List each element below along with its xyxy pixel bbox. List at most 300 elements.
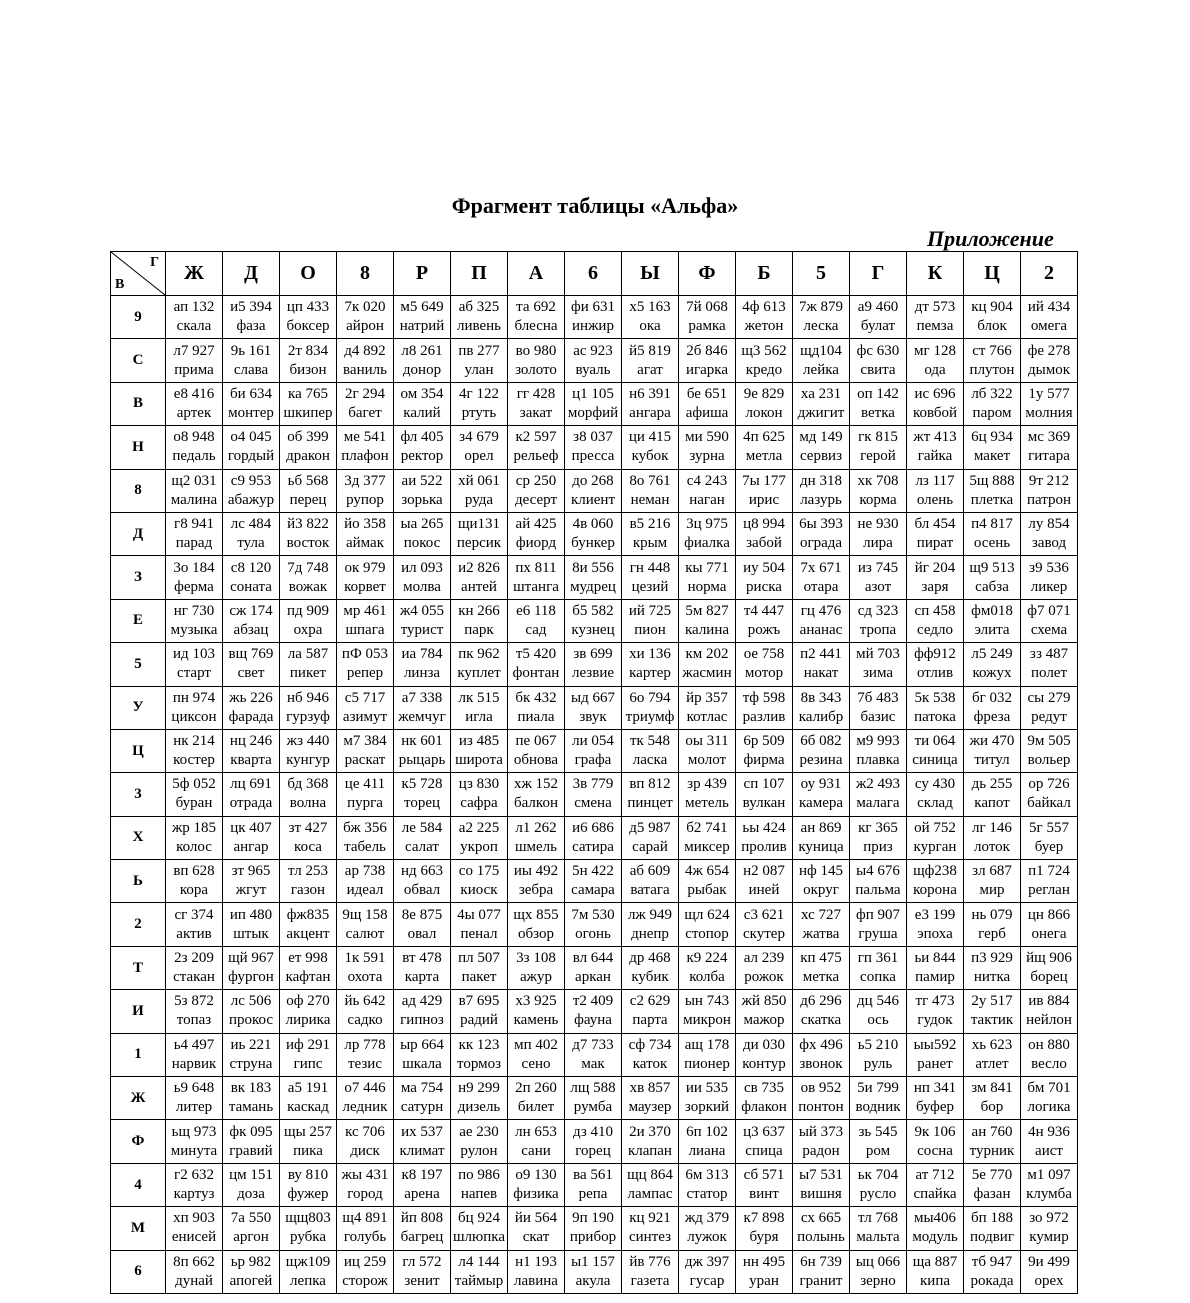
- row-header: Т: [111, 946, 166, 989]
- cell-code: 7к 020: [344, 299, 386, 316]
- cell-word: ирис: [748, 491, 780, 508]
- cell-code: мс 369: [1027, 429, 1071, 446]
- cell-code: 4ж 654: [684, 863, 730, 880]
- table-cell: [280, 816, 337, 859]
- cell-word: заря: [921, 578, 949, 595]
- cell-code: п4 817: [971, 516, 1013, 533]
- table-cell: [907, 1120, 964, 1163]
- cell-code: во 980: [515, 342, 557, 359]
- cell-word: ажур: [519, 969, 553, 986]
- cell-word: идеал: [346, 882, 384, 899]
- cell-code: це 411: [344, 776, 386, 793]
- cell-code: 6п 102: [686, 1123, 728, 1140]
- cell-code: ор 726: [1028, 776, 1070, 793]
- table-cell: [679, 339, 736, 382]
- cell-word: крым: [632, 535, 668, 552]
- cell-word: агат: [637, 361, 663, 378]
- cell-code: ыы592: [913, 1036, 957, 1053]
- cell-code: фе 278: [1027, 342, 1071, 359]
- cell-word: плафон: [341, 448, 389, 465]
- cell-word: радий: [460, 1012, 498, 1029]
- table-cell: [1021, 643, 1078, 686]
- cell-word: самара: [571, 882, 615, 899]
- cell-code: щи131: [457, 516, 501, 533]
- cell-code: ый 373: [798, 1123, 844, 1140]
- cell-code: бл 454: [914, 516, 956, 533]
- cell-code: др 468: [629, 950, 671, 967]
- cell-word: клиент: [570, 491, 616, 508]
- cell-word: зорька: [401, 491, 443, 508]
- cell-word: мак: [581, 1055, 605, 1072]
- cell-code: кк 123: [458, 1036, 500, 1053]
- cell-word: турник: [969, 1142, 1015, 1159]
- cell-code: хй 061: [458, 472, 500, 489]
- table-cell: [451, 903, 508, 946]
- cell-word: газета: [630, 1272, 670, 1289]
- table-cell: [850, 686, 907, 729]
- cell-code: ьщ 973: [171, 1123, 217, 1140]
- table-cell: [736, 990, 793, 1033]
- cell-word: фужер: [287, 1186, 329, 1202]
- cell-word: тезис: [347, 1055, 382, 1072]
- cell-code: з8 037: [573, 429, 613, 446]
- cell-word: перец: [289, 491, 327, 508]
- cell-code: он 880: [1028, 1036, 1070, 1053]
- cell-code: о9 130: [515, 1167, 557, 1183]
- cell-code: мр 461: [343, 602, 387, 619]
- cell-word: иней: [748, 882, 780, 899]
- cell-code: п1 724: [1028, 863, 1070, 880]
- cell-code: 5щ 888: [969, 472, 1015, 489]
- cell-code: мй 703: [856, 646, 900, 663]
- table-cell: [907, 469, 964, 512]
- cell-word: логика: [1027, 1099, 1071, 1116]
- cell-code: ми 590: [685, 429, 729, 446]
- cell-code: 9е 829: [743, 385, 785, 402]
- cell-word: куплет: [457, 665, 501, 682]
- table-cell: [964, 296, 1021, 339]
- cell-code: д4 892: [344, 342, 386, 359]
- table-cell: [793, 1207, 850, 1250]
- cell-code: оы 311: [685, 733, 729, 750]
- table-cell: [1021, 1250, 1078, 1293]
- table-cell: [394, 643, 451, 686]
- cell-code: кг 365: [858, 819, 898, 836]
- table-cell: [166, 990, 223, 1033]
- table-cell: [964, 729, 1021, 772]
- table-cell: [679, 643, 736, 686]
- cell-code: ий 725: [628, 602, 672, 619]
- table-cell: [337, 1077, 394, 1120]
- cell-code: щж109: [285, 1253, 331, 1270]
- table-cell: [736, 512, 793, 555]
- cell-word: клапан: [628, 1142, 672, 1159]
- column-header: Ы: [622, 252, 679, 296]
- table-cell: [907, 1163, 964, 1206]
- table-cell: [964, 860, 1021, 903]
- cell-code: е6 118: [516, 602, 556, 619]
- cell-word: тамань: [228, 1099, 274, 1116]
- table-cell: [508, 816, 565, 859]
- table-cell: [736, 426, 793, 469]
- cell-word: ось: [867, 1012, 889, 1029]
- cell-code: т2 409: [572, 993, 614, 1010]
- cell-word: патока: [914, 708, 956, 725]
- cell-word: сарай: [632, 838, 668, 855]
- cell-word: фонтан: [512, 665, 560, 682]
- cell-word: костер: [173, 752, 215, 769]
- cell-word: кипа: [920, 1272, 950, 1289]
- cell-word: афиша: [685, 404, 729, 421]
- table-cell: [622, 1120, 679, 1163]
- cell-code: тл 253: [288, 863, 328, 880]
- cell-code: сф 734: [628, 1036, 672, 1053]
- cell-code: лн 653: [515, 1123, 557, 1140]
- table-cell: [850, 426, 907, 469]
- cell-word: садко: [347, 1012, 383, 1029]
- table-cell: [223, 339, 280, 382]
- row-header: 4: [111, 1163, 166, 1206]
- table-cell: [565, 556, 622, 599]
- cell-word: персик: [456, 535, 502, 552]
- cell-code: щ4 891: [342, 1210, 388, 1227]
- table-cell: [337, 990, 394, 1033]
- table-cell: [793, 1250, 850, 1293]
- table-cell: [622, 599, 679, 642]
- cell-code: ву 810: [287, 1167, 329, 1183]
- table-cell: [622, 1207, 679, 1250]
- cell-word: артек: [176, 404, 212, 421]
- cell-word: ограда: [799, 535, 843, 552]
- cell-word: лиана: [688, 1142, 726, 1159]
- cell-code: б5 582: [572, 602, 614, 619]
- cell-word: гудок: [917, 1012, 953, 1029]
- table-cell: [394, 512, 451, 555]
- cell-word: рыцарь: [398, 752, 446, 769]
- column-header: Р: [394, 252, 451, 296]
- cell-word: уран: [749, 1272, 779, 1289]
- cell-word: скатка: [800, 1012, 842, 1029]
- cell-code: фх 496: [799, 1036, 843, 1053]
- cell-code: фм018: [971, 602, 1013, 619]
- cell-code: хж 152: [513, 776, 559, 793]
- cell-word: лира: [863, 535, 893, 552]
- cell-code: зо 972: [1029, 1210, 1069, 1227]
- cell-word: жемчуг: [398, 708, 446, 725]
- column-header: Б: [736, 252, 793, 296]
- table-cell: [622, 903, 679, 946]
- cell-word: триумф: [625, 708, 675, 725]
- cell-word: лейка: [803, 361, 839, 378]
- cell-word: гранит: [799, 1272, 843, 1289]
- table-cell: [679, 1163, 736, 1206]
- cell-code: 6ы 393: [799, 516, 843, 533]
- table-cell: [280, 1033, 337, 1076]
- cell-code: б2 741: [686, 819, 728, 836]
- cell-word: огонь: [575, 925, 611, 942]
- table-cell: [1021, 686, 1078, 729]
- cell-code: из 485: [458, 733, 500, 750]
- cell-code: пе 067: [515, 733, 557, 750]
- cell-code: ти 064: [914, 733, 956, 750]
- cell-code: з9 536: [1029, 559, 1069, 576]
- cell-word: атлет: [975, 1055, 1009, 1072]
- row-header: С: [111, 339, 166, 382]
- cell-word: пурга: [347, 795, 383, 812]
- table-cell: [736, 469, 793, 512]
- cell-word: лазурь: [800, 491, 842, 508]
- table-cell: [850, 643, 907, 686]
- cell-code: 9щ 158: [342, 906, 388, 923]
- table-cell: [793, 1033, 850, 1076]
- table-cell: [451, 599, 508, 642]
- cell-word: картуз: [173, 1186, 215, 1202]
- table-cell: [679, 1250, 736, 1293]
- table-cell: [622, 816, 679, 859]
- cell-word: багрец: [400, 1229, 444, 1246]
- table-cell: [1021, 990, 1078, 1033]
- cell-code: 6м 313: [685, 1167, 729, 1183]
- table-cell: [166, 643, 223, 686]
- cell-word: плавка: [856, 752, 900, 769]
- cell-code: н6 391: [629, 385, 671, 402]
- table-cell: [280, 1120, 337, 1163]
- cell-code: цн 866: [1027, 906, 1071, 923]
- cell-code: йщ 906: [1026, 950, 1072, 967]
- cell-word: покос: [403, 535, 441, 552]
- column-header: А: [508, 252, 565, 296]
- cell-code: ыц 066: [855, 1253, 901, 1270]
- cell-code: ле 584: [401, 819, 443, 836]
- table-cell: [223, 469, 280, 512]
- cell-word: днепр: [631, 925, 669, 942]
- cell-code: 9п 190: [572, 1210, 614, 1227]
- table-cell: [679, 990, 736, 1033]
- cell-word: малага: [856, 795, 900, 812]
- table-cell: [394, 686, 451, 729]
- table-cell: [280, 729, 337, 772]
- cell-word: партa: [632, 1012, 668, 1029]
- table-cell: [223, 1163, 280, 1206]
- cell-word: киоск: [460, 882, 498, 899]
- table-cell: [622, 556, 679, 599]
- table-cell: [622, 686, 679, 729]
- cell-code: 8в 343: [800, 689, 842, 706]
- table-cell: [508, 296, 565, 339]
- cell-code: пв 277: [458, 342, 500, 359]
- table-cell: [1021, 382, 1078, 425]
- table-cell: [907, 599, 964, 642]
- cell-code: кн 266: [458, 602, 500, 619]
- table-cell: [1021, 512, 1078, 555]
- cell-code: ди 030: [743, 1036, 785, 1053]
- cell-code: а2 225: [458, 819, 500, 836]
- cell-word: город: [347, 1186, 383, 1202]
- cell-code: й5 819: [629, 342, 671, 359]
- table-cell: [907, 339, 964, 382]
- cell-word: антей: [461, 578, 497, 595]
- table-cell: [166, 946, 223, 989]
- cell-word: тропа: [859, 621, 897, 638]
- table-cell: [166, 1250, 223, 1293]
- table-cell: [964, 643, 1021, 686]
- cell-code: ы7 531: [799, 1167, 843, 1183]
- cell-word: разлив: [742, 708, 786, 725]
- cell-code: лк 515: [458, 689, 500, 706]
- table-cell: [280, 1250, 337, 1293]
- cell-code: кы 771: [685, 559, 729, 576]
- table-cell: [850, 860, 907, 903]
- table-cell: [565, 599, 622, 642]
- table-cell: [337, 469, 394, 512]
- cell-code: е3 199: [914, 906, 956, 923]
- table-cell: [793, 382, 850, 425]
- cell-word: риска: [746, 578, 782, 595]
- cell-word: буфер: [915, 1099, 955, 1116]
- cell-word: фиорд: [515, 535, 557, 552]
- table-cell: [166, 1207, 223, 1250]
- table-cell: [565, 382, 622, 425]
- table-cell: [1021, 469, 1078, 512]
- cell-code: лщ 588: [570, 1080, 616, 1097]
- table-cell: [850, 946, 907, 989]
- cell-word: енисей: [171, 1229, 217, 1246]
- cell-word: свет: [237, 665, 265, 682]
- cell-word: байкал: [1027, 795, 1071, 812]
- cell-word: вольер: [1027, 752, 1071, 769]
- table-cell: [508, 729, 565, 772]
- cell-code: гк 815: [858, 429, 898, 446]
- cell-word: зурна: [689, 448, 725, 465]
- table-cell: [1021, 946, 1078, 989]
- cell-word: диск: [350, 1142, 380, 1159]
- table-cell: [451, 816, 508, 859]
- table-cell: [679, 903, 736, 946]
- cell-code: 2г 294: [345, 385, 385, 402]
- table-cell: [850, 816, 907, 859]
- table-cell: [907, 946, 964, 989]
- cell-code: дт 573: [914, 299, 956, 316]
- cell-word: мудрец: [570, 578, 616, 595]
- table-row: [111, 339, 1078, 382]
- cell-code: аб 609: [629, 863, 671, 880]
- cell-word: ваниль: [343, 361, 387, 378]
- cell-word: балкон: [514, 795, 558, 812]
- cell-word: вожак: [288, 578, 328, 595]
- cell-code: зт 965: [231, 863, 271, 880]
- table-cell: [508, 469, 565, 512]
- table-cell: [1021, 816, 1078, 859]
- cell-code: 5ф 052: [172, 776, 216, 793]
- cell-word: зерно: [860, 1272, 896, 1289]
- table-cell: [736, 946, 793, 989]
- table-cell: [793, 773, 850, 816]
- cell-word: прокос: [228, 1012, 274, 1029]
- table-cell: [565, 643, 622, 686]
- table-cell: [280, 339, 337, 382]
- cell-word: парад: [175, 535, 213, 552]
- cell-code: 6р 509: [743, 733, 785, 750]
- table-cell: [736, 816, 793, 859]
- cell-word: корма: [859, 491, 897, 508]
- table-cell: [736, 1163, 793, 1206]
- cell-code: дь 255: [971, 776, 1013, 793]
- cell-code: 5к 538: [914, 689, 956, 706]
- cell-code: фи 631: [571, 299, 615, 316]
- table-cell: [394, 990, 451, 1033]
- cell-word: онега: [1031, 925, 1067, 942]
- cell-code: ан 760: [971, 1123, 1013, 1140]
- cell-code: лц 691: [230, 776, 272, 793]
- cell-code: с5 717: [344, 689, 386, 706]
- cell-code: ы1 157: [571, 1253, 615, 1270]
- cell-word: ранет: [917, 1055, 953, 1072]
- table-cell: [736, 1207, 793, 1250]
- cell-code: хс 727: [801, 906, 841, 923]
- cell-word: кузнец: [571, 621, 615, 638]
- table-cell: [166, 599, 223, 642]
- cell-code: ьк 704: [857, 1167, 899, 1183]
- cell-code: ис 696: [914, 385, 956, 402]
- cell-word: десерт: [514, 491, 558, 508]
- column-header: 8: [337, 252, 394, 296]
- cell-code: к8 197: [401, 1167, 443, 1183]
- cell-word: резина: [799, 752, 843, 769]
- cell-code: нд 663: [401, 863, 443, 880]
- cell-code: ой 752: [914, 819, 956, 836]
- cell-code: жь 226: [229, 689, 273, 706]
- cell-word: донор: [402, 361, 442, 378]
- cell-word: пират: [916, 535, 954, 552]
- cell-word: мальта: [856, 1229, 900, 1246]
- cell-word: музыка: [170, 621, 218, 638]
- cell-word: циксон: [171, 708, 217, 725]
- cell-word: водник: [855, 1099, 901, 1116]
- cell-code: ц1 105: [572, 385, 614, 402]
- cell-word: пакет: [461, 969, 497, 986]
- table-cell: [565, 1250, 622, 1293]
- cell-code: нк 601: [401, 733, 443, 750]
- table-cell: [337, 686, 394, 729]
- cell-word: мажор: [743, 1012, 785, 1029]
- cell-code: жт 413: [913, 429, 957, 446]
- row-header: И: [111, 990, 166, 1033]
- cell-word: рубка: [290, 1229, 326, 1246]
- cell-word: буря: [749, 1229, 779, 1246]
- cell-word: клумба: [1026, 1186, 1072, 1202]
- cell-word: калибр: [798, 708, 844, 725]
- cell-code: нб 946: [287, 689, 329, 706]
- cell-word: шмель: [514, 838, 558, 855]
- cell-word: молот: [687, 752, 727, 769]
- cell-code: а5 191: [287, 1080, 329, 1097]
- cell-word: табель: [344, 838, 386, 855]
- cell-code: жи 470: [969, 733, 1015, 750]
- table-cell: [679, 556, 736, 599]
- table-cell: [508, 643, 565, 686]
- cell-word: руль: [863, 1055, 893, 1072]
- table-cell: [223, 686, 280, 729]
- table-cell: [337, 599, 394, 642]
- cell-word: пион: [634, 621, 666, 638]
- table-cell: [280, 1163, 337, 1206]
- cell-word: карта: [404, 969, 440, 986]
- cell-code: щй 967: [228, 950, 274, 967]
- cell-word: фаза: [236, 318, 266, 335]
- cell-word: отара: [803, 578, 839, 595]
- cell-code: щы 257: [284, 1123, 332, 1140]
- cell-code: би 634: [230, 385, 272, 402]
